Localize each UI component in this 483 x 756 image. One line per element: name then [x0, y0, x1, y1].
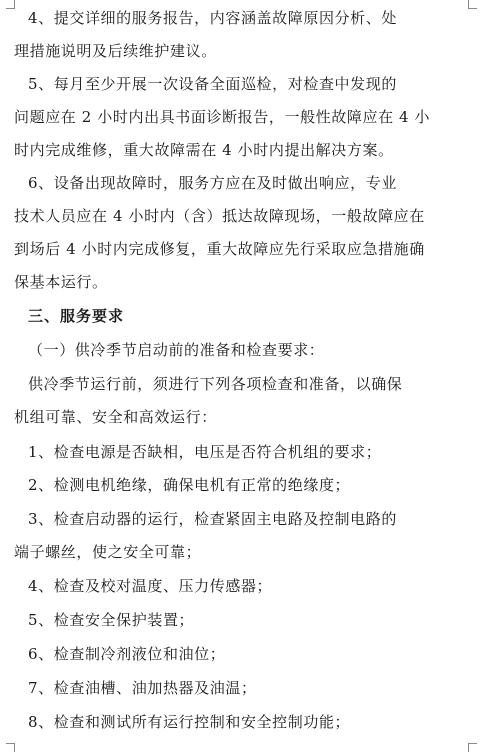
subsection-heading: （一）供冷季节启动前的准备和检查要求： — [28, 341, 325, 359]
list-item: 8、检查和测试所有运行控制和安全控制功能； — [28, 713, 351, 731]
paragraph-line: 问题应在 2 小时内出具书面诊断报告，一般性故障应在 4 小 — [14, 108, 431, 126]
paragraph-line: 4、提交详细的服务报告，内容涵盖故障原因分析、处 — [28, 9, 397, 27]
paragraph-line: 理措施说明及后续维护建议。 — [14, 42, 217, 60]
list-item: 6、检查制冷剂液位和油位； — [28, 645, 226, 663]
section-heading: 三、服务要求 — [28, 307, 125, 325]
list-item-continuation: 端子螺丝，使之安全可靠； — [14, 543, 202, 561]
paragraph-line: 保基本运行。 — [14, 273, 108, 291]
paragraph-line: 5、每月至少开展一次设备全面巡检，对检查中发现的 — [28, 75, 397, 93]
paragraph-line: 技术人员应在 4 小时内（含）抵达故障现场，一般故障应在 — [14, 207, 425, 225]
list-item: 1、检查电源是否缺相，电压是否符合机组的要求； — [28, 443, 382, 461]
margin-corner-mark — [6, 743, 15, 752]
paragraph-line: 到场后 4 小时内完成修复，重大故障应先行采取应急措施确 — [14, 240, 425, 258]
paragraph-line: 供冷季节运行前，须进行下列各项检查和准备，以确保 — [28, 375, 403, 393]
list-item: 4、检查及校对温度、压力传感器； — [28, 577, 273, 595]
list-item: 2、检测电机绝缘，确保电机有正常的绝缘度； — [28, 476, 351, 494]
list-item: 5、检查安全保护装置； — [28, 611, 195, 629]
list-item: 7、检查油槽、油加热器及油温； — [28, 679, 257, 697]
paragraph-line: 6、设备出现故障时，服务方应在及时做出响应，专业 — [28, 174, 397, 192]
list-item: 3、检查启动器的运行，检查紧固主电路及控制电路的 — [28, 510, 397, 528]
paragraph-line: 机组可靠、安全和高效运行： — [14, 408, 217, 426]
margin-corner-mark — [468, 743, 477, 752]
paragraph-line: 时内完成维修，重大故障需在 4 小时内提出解决方案。 — [14, 141, 394, 159]
